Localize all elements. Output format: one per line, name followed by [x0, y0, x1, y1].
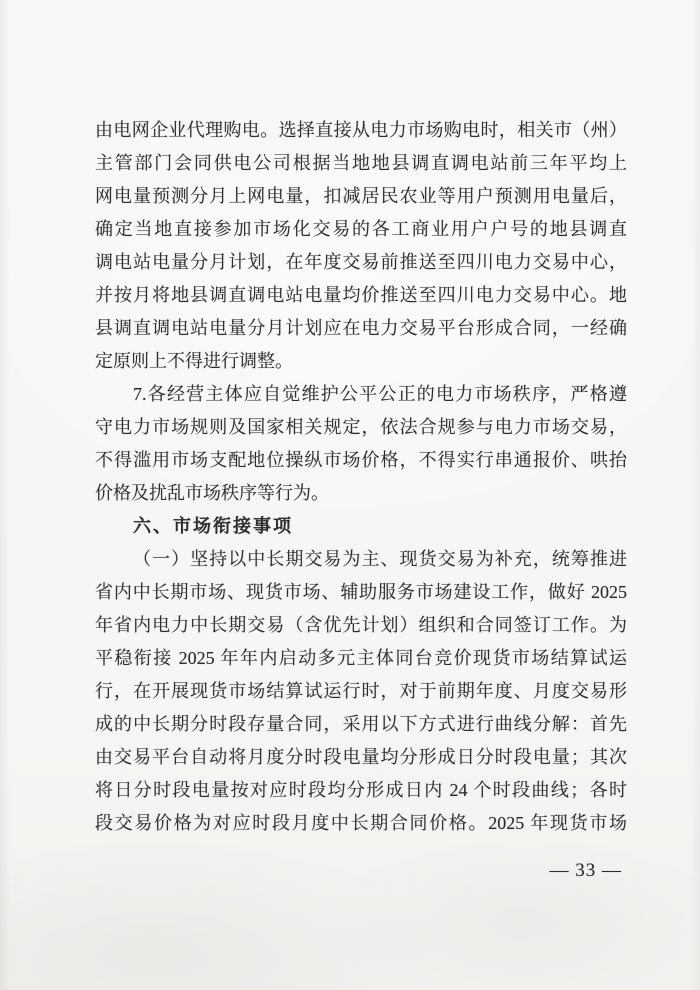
text-line: 县调直调电站电量分月计划应在电力交易平台形成合同，一经确: [95, 318, 627, 338]
scan-edge-shadow-left: [0, 0, 10, 990]
text-line: 并按月将地县调直调电站电量均价推送至四川电力交易中心。地: [95, 285, 627, 305]
text-line: 网电量预测分月上网电量，扣减居民农业等用户预测用电量后，: [95, 186, 627, 206]
text-line: 价格及扰乱市场秩序等行为。: [95, 483, 329, 503]
text-line: 将日分时段电量按对应时段均分形成日内 24 个时段曲线；各时: [95, 780, 627, 800]
text-line: 定原则上不得进行调整。: [95, 351, 293, 371]
text-line: 平稳衔接 2025 年年内启动多元主体同台竞价现货市场结算试运: [95, 648, 627, 668]
text-line: 主管部门会同供电公司根据当地地县调直调电站前三年平均上: [95, 153, 627, 173]
document-body: [95, 114, 627, 840]
text-line: 省内中长期市场、现货市场、辅助服务市场建设工作，做好 2025: [95, 582, 627, 602]
section-heading: 六、市场衔接事项: [133, 516, 293, 536]
text-line: 调电站电量分月计划，在年度交易前推送至四川电力交易中心，: [95, 252, 627, 272]
text-line: 确定当地直接参加市场化交易的各工商业用户户号的地县调直: [95, 219, 627, 239]
text-line: 不得滥用市场支配地位操纵市场价格，不得实行串通报价、哄抬: [95, 450, 627, 470]
text-line: 由交易平台自动将月度分时段电量均分形成日分时段电量；其次: [95, 747, 627, 767]
scan-edge-shadow-right: [690, 0, 700, 990]
text-line: 7.各经营主体应自觉维护公平公正的电力市场秩序，严格遵: [133, 384, 627, 404]
text-line: 年省内电力中长期交易（含优先计划）组织和合同签订工作。为: [95, 615, 627, 635]
text-line: 行，在开展现货市场结算试运行时，对于前期年度、月度交易形: [95, 681, 627, 701]
text-line: 由电网企业代理购电。选择直接从电力市场购电时，相关市（州）: [95, 120, 627, 140]
text-line: 段交易价格为对应时段月度中长期合同价格。2025 年现货市场: [95, 813, 627, 833]
page-number: — 33 —: [549, 860, 622, 881]
text-line: 成的中长期分时段存量合同，采用以下方式进行曲线分解：首先: [95, 714, 627, 734]
text-line: 守电力市场规则及国家相关规定，依法合规参与电力市场交易，: [95, 417, 627, 437]
text-line: （一）坚持以中长期交易为主、现货交易为补充，统筹推进: [133, 549, 627, 569]
